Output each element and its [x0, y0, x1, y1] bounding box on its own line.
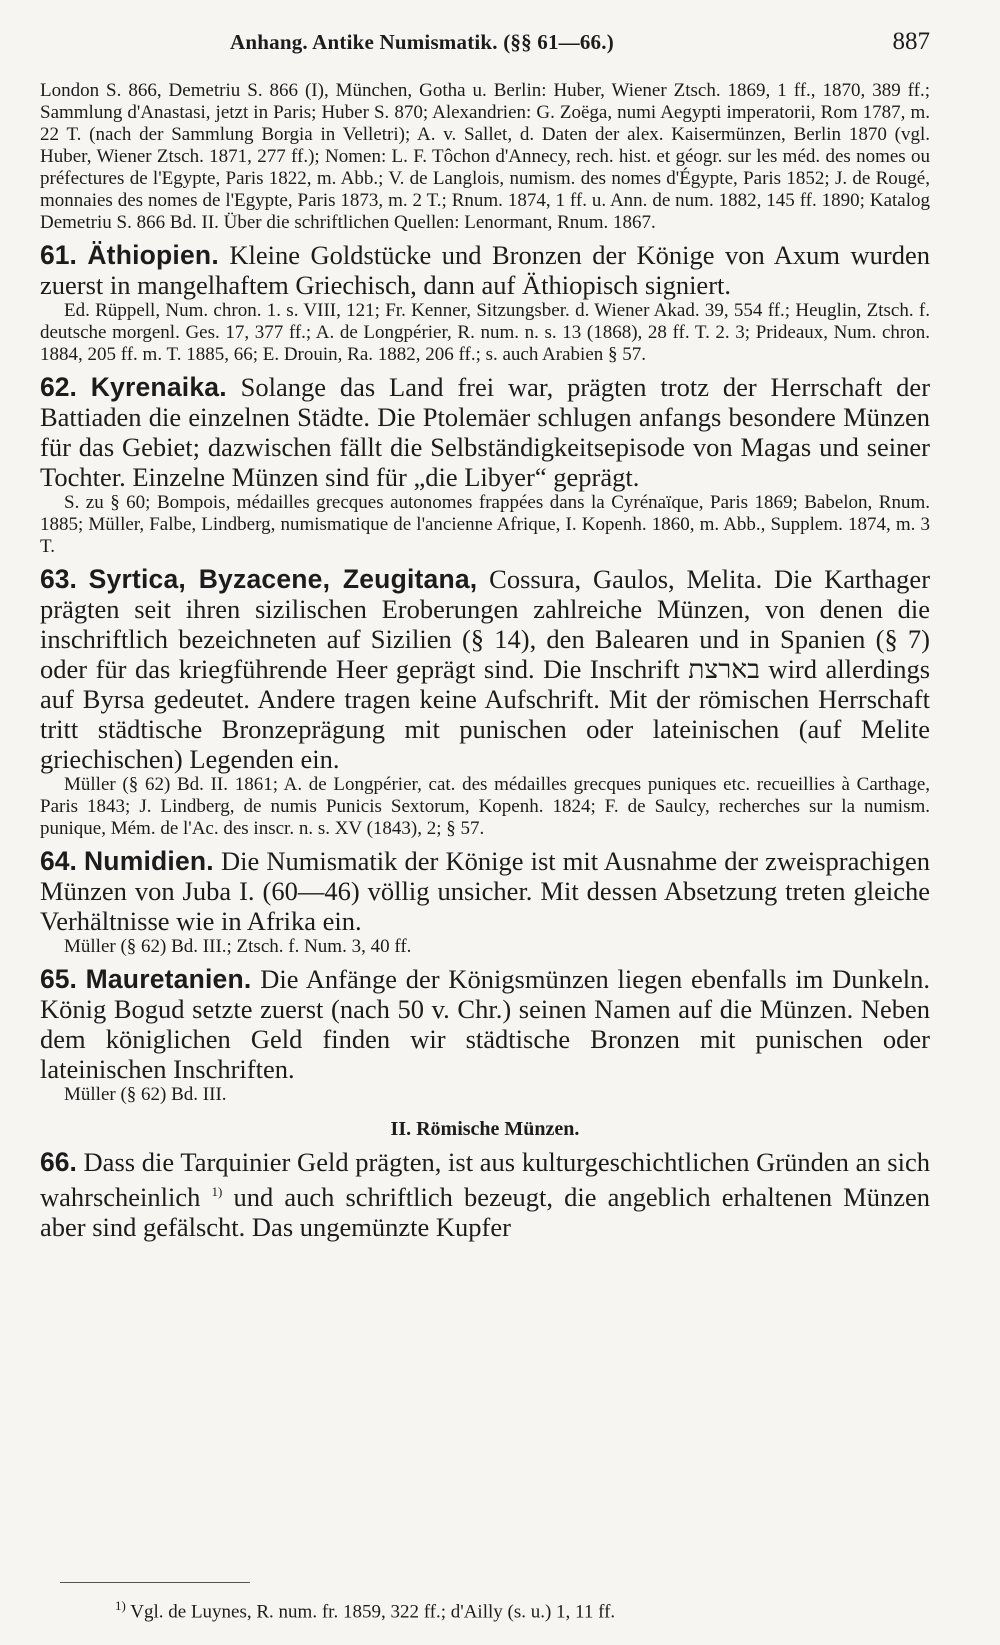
footnote-text: Vgl. de Luynes, R. num. fr. 1859, 322 ff.; d'Ailly (s. u.) 1, 11 ff. [130, 1601, 616, 1623]
page-header [230, 28, 930, 56]
section-61 [40, 240, 930, 300]
section-64-references: Müller (§ 62) Bd. III.; Ztsch. f. Num. 3, 40 ff. [64, 936, 412, 957]
section-heading: Kyrenaika. [90, 372, 227, 402]
section-62-references: S. zu § 60; Bompois, médailles grecques autonomes frappées dans la Cyrénaïque, Paris 1869; Babelon, Rnum. 1885; Müller, Falbe, Lindberg, numismatique de l'ancienne Afrique, I. Kopenh. 1860, m. Abb., Supplem. 1874, m. 3 T. [40, 492, 930, 557]
section-text-continued: und auch schriftlich bezeugt, die angeblich erhaltenen Münzen aber sind gefälscht. Das ungemünzte Kupfer [40, 1181, 931, 1242]
section-number: 62. [40, 372, 77, 402]
section-64 [40, 846, 930, 936]
section-text: Die Anfänge der Königsmünzen liegen ebenfalls im Dunkeln. König Bogud setzte zuerst (nach 50 v. Chr.) seinen Namen auf die Münzen. Neben dem königlichen Geld finden wir städtische Bronzen mit punischen oder lateinischen Inschriften. [40, 964, 930, 1084]
intro-references: London S. 866, Demetriu S. 866 (I), München, Gotha u. Berlin: Huber, Wiener Ztsch. 1869, 1 ff., 1870, 389 ff.; Sammlung d'Anastasi, jetzt in Paris; Huber S. 870; Alexandrien: G. Zoëga, numi Aegypti imperatorii, Rom 1787, m. 22 T. (nach der Sammlung Borgia in Velletri); A. v. Sallet, d. Daten der alex. Kaisermünzen, Berlin 1870 (vgl. Huber, Wiener Ztsch. 1871, 277 ff.); Nomen: L. F. Tôchon d'Annecy, rech. hist. et géogr. sur les méd. des nomes ou préfectures de l'Egypte, Paris 1822, m. Abb.; V. de Langlois, numism. des nomes d'Égypte, Paris 1852; J. de Rougé, monnaies des nomes de l'Egypte, Paris 1873, m. 2 T.; Rnum. 1874, 1 ff. u. Ann. de num. 1882, 145 ff. 1890; Katalog Demetriu S. 866 Bd. II. Über die schriftlichen Quellen: Lenormant, Rnum. 1867. [40, 80, 930, 233]
section-text: Cossura, Gaulos, Melita. Die Karthager prägten seit ihren sizilischen Eroberungen zahlreiche Münzen, von denen die inschriftlich bezeichneten auf Sizilien (§ 14), den Balearen und in Spanien (§ 7) oder für das kriegführende Heer geprägt sind. Die Inschrift בארצת wird allerdings auf Byrsa gedeutet. Andere tragen keine Aufschrift. Mit der römischen Herrschaft tritt städtische Bronzeprägung mit punischen oder lateinischen (auf Melite griechischen) Legenden ein. [40, 564, 931, 774]
section-heading: Numidien. [83, 846, 214, 876]
section-number: 65. [40, 964, 77, 994]
footnote [115, 1595, 930, 1623]
section-61-references: Ed. Rüppell, Num. chron. 1. s. VIII, 121; Fr. Kenner, Sitzungsber. d. Wiener Akad. 39, 554 ff.; Heuglin, Ztsch. f. deutsche morgenl. Ges. 17, 377 ff.; A. de Longpérier, R. num. n. s. 13 (1868), 28 ff. T. 2. 3; Prideaux, Num. chron. 1884, 205 ff. m. T. 1885, 66; E. Drouin, Ra. 1882, 206 ff.; s. auch Arabien § 57. [40, 300, 930, 365]
section-number: 64. [40, 846, 77, 876]
section-number: 66. [40, 1147, 77, 1177]
section-66 [40, 1147, 930, 1242]
footnote-marker: 1) [211, 1184, 223, 1199]
section-65-references: Müller (§ 62) Bd. III. [64, 1084, 227, 1105]
running-head: Anhang. Antike Numismatik. (§§ 61—66.) [230, 30, 614, 54]
page-body [40, 80, 930, 1242]
footnote-rule [60, 1582, 250, 1583]
section-63-references: Müller (§ 62) Bd. II. 1861; A. de Longpérier, cat. des médailles grecques puniques etc. recueillies à Carthage, Paris 1843; J. Lindberg, de numis Punicis Sextorum, Kopenh. 1824; F. de Saulcy, recherches sur la numism. punique, Mém. de l'Ac. des inscr. n. s. XV (1843), 2; § 57. [40, 774, 930, 839]
section-65 [40, 964, 930, 1084]
section-number: 61. [40, 240, 77, 270]
section-text: Solange das Land frei war, prägten trotz der Herrschaft der Battiaden die einzelnen Städte. Die Ptolemäer schlugen anfangs besondere Münzen für das Gebiet; dazwischen fällt die Selbständigkeitsepisode von Magas und seiner Tochter. Einzelne Münzen sind für „die Libyer“ geprägt. [40, 372, 931, 492]
section-text: Die Numismatik der Könige ist mit Ausnahme der zweisprachigen Münzen von Juba I. (60—46) völlig unsicher. Mit dessen Absetzung treten gleiche Verhältnisse wie in Afrika ein. [40, 846, 930, 936]
chapter-title: II. Römische Münzen. [390, 1118, 580, 1140]
section-number: 63. [40, 564, 77, 594]
page-number: 887 [892, 28, 930, 55]
section-62 [40, 372, 930, 492]
section-text: Dass die Tarquinier Geld prägten, ist aus kulturgeschichtlichen Gründen an sich wahrscheinlich [40, 1147, 930, 1212]
section-heading: Äthiopien. [87, 240, 219, 270]
section-text: Kleine Goldstücke und Bronzen der Könige von Axum wurden zuerst in mangelhaftem Griechisch, dann auf Äthiopisch signiert. [40, 240, 931, 300]
section-heading: Syrtica, Byzacene, Zeugitana, [88, 564, 478, 594]
section-63 [40, 564, 930, 774]
section-heading: Mauretanien. [85, 964, 252, 994]
footnote-number: 1) [115, 1598, 126, 1613]
